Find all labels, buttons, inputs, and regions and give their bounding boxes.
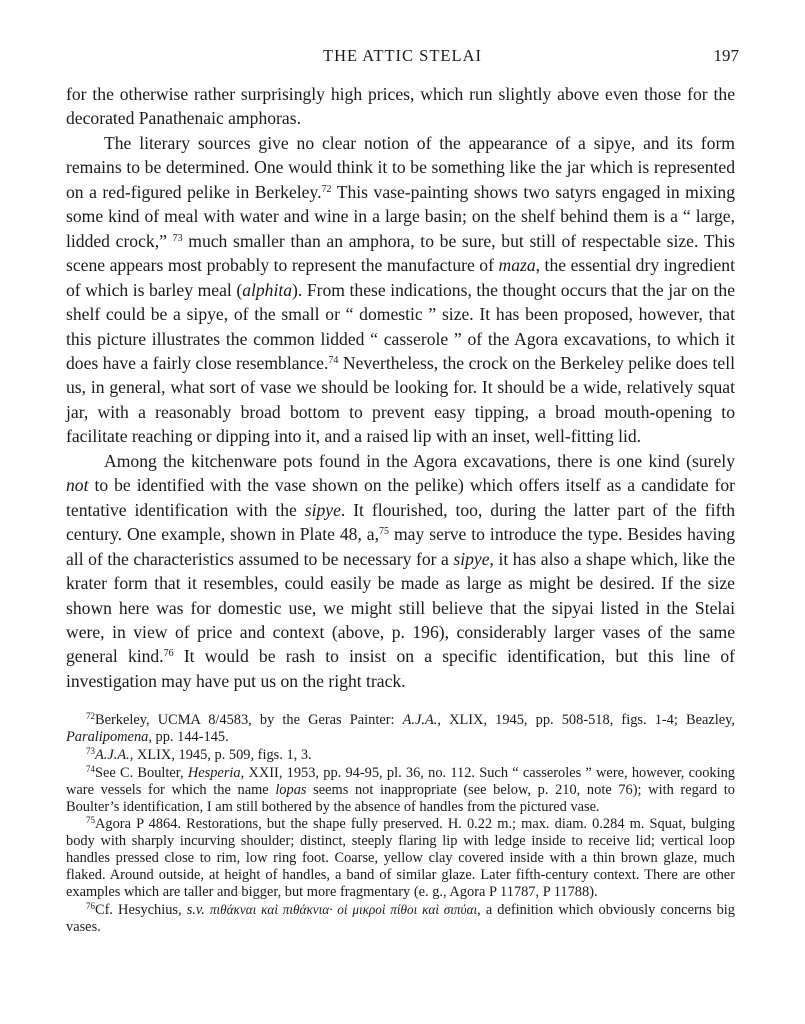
footnote-number: 75 bbox=[86, 815, 95, 826]
italic-term: sipye bbox=[304, 499, 341, 520]
footnote-ref-74: 74 bbox=[328, 354, 339, 366]
text-run: ). From these indications, the thought occurs that the jar on the shelf could be a sipye, of the small or “ domestic ” size. It has been proposed, however, that this picture illustrates the common lidded “ casserole ” of the Agora excavations, to which it does have a fairly close resemblance. bbox=[66, 279, 735, 373]
footnote-ref-72: 72 bbox=[321, 183, 332, 195]
footnote-76 bbox=[66, 902, 735, 936]
text-run: The literary sources give no clear notion of the appearance of a sipye, and its form remains to be determined. One would think it to be something like the jar which is represented on a red-figured pelike in Berkeley. bbox=[66, 132, 735, 202]
italic-term: s.v. bbox=[186, 901, 205, 918]
text-run: may serve to introduce the type. Besides having all of the characteristics assumed to be necessary for a bbox=[66, 524, 735, 569]
greek-quotation: πιθάκναι καὶ πιθάκνια· οἱ μικροὶ πίθοι καὶ σιπύαι bbox=[209, 901, 478, 917]
text-run: to be identified with the vase shown on the pelike) which offers itself as a candidate for tentative identification with the bbox=[66, 475, 735, 520]
text-run: It would be rash to insist on a specific identification, but this line of investigation may have put us on the right track. bbox=[66, 646, 735, 691]
text-run: , it has also a shape which, like the krater form that it resembles, could easily be made as large as might be desired. If the size shown here was for domestic use, we might still believe that the sipyai listed in the Stelai were, in view of price and context (above, p. 196), considerably larger vases of the same general kind. bbox=[66, 548, 736, 667]
italic-term: Hesperia bbox=[187, 764, 241, 781]
footnote-ref-75: 75 bbox=[379, 526, 390, 538]
italic-term: not bbox=[66, 475, 89, 496]
footnote-ref-73: 73 bbox=[172, 232, 183, 244]
footnotes bbox=[66, 712, 735, 937]
footnote-number: 73 bbox=[86, 745, 95, 756]
text-run: See C. Boulter, bbox=[95, 764, 188, 781]
italic-term: maza bbox=[498, 255, 536, 276]
text-run: Cf. Hesychius, bbox=[95, 901, 187, 918]
footnote-72 bbox=[66, 712, 735, 746]
running-title: THE ATTIC STELAI bbox=[323, 46, 482, 65]
italic-term: A.J.A. bbox=[95, 746, 130, 763]
paragraph-1 bbox=[66, 82, 735, 131]
footnote-number: 76 bbox=[86, 900, 95, 911]
text-run: Berkeley, UCMA 8/4583, by the Geras Painter: bbox=[95, 712, 403, 728]
text-run: , pp. 144-145. bbox=[148, 728, 229, 745]
paragraph-2 bbox=[66, 131, 735, 449]
footnote-75 bbox=[66, 816, 735, 901]
text-run: , a definition which obviously concerns big vases. bbox=[66, 901, 735, 935]
italic-term: Paralipomena bbox=[66, 728, 149, 745]
text-run: . It flourished, too, during the latter part of the fifth century. One example, shown in Plate 48, a, bbox=[66, 499, 736, 545]
paragraph-3 bbox=[66, 449, 735, 694]
footnote-number: 74 bbox=[86, 763, 95, 774]
text-run: much smaller than an amphora, to be sure, but still of respectable size. This scene appears most probably to represent the manufacture of bbox=[66, 230, 735, 276]
text-run: seems not inappropriate (see below, p. 210, note 76); with regard to Boulter’s identification, I am still bothered by the absence of handles from the pictured vase. bbox=[66, 781, 735, 815]
italic-term: lopas bbox=[275, 781, 307, 798]
text-run: Nevertheless, the crock on the Berkeley pelike does tell us, in general, what sort of vase we should be looking for. It should be a wide, relatively squat jar, with a reasonably broad bottom to prevent easy tipping, a broad mouth-opening to facilitate reaching or dipping into it, and a raised lip with an inset, well-fitting lid. bbox=[66, 352, 736, 447]
italic-term: alphita bbox=[242, 279, 293, 300]
footnote-number: 72 bbox=[86, 711, 95, 721]
text-run: Agora P 4864. Restorations, but the shape fully preserved. H. 0.22 m.; max. diam. 0.284 m. Squat, bulging body with sharply incurving shoulder; distinct, steeply flaring lip with ledge inside to receive lid; vertical loop handles pressed close to rim, low ring foot. Coarse, yellow clay covered inside with a thin brown glaze, much flaked. Around outside, at height of handles, a band of similar glaze. Later fifth-century context. There are other examples which are taller and bigger, but more fragmentary (e. g., Agora P 11787, P 11788). bbox=[66, 816, 735, 901]
running-head bbox=[66, 46, 739, 70]
page-number: 197 bbox=[713, 46, 739, 65]
text-run: , XXII, 1953, pp. 94-95, pl. 36, no. 112. Such “ casseroles ” were, however, cooking ware vessels for which the name bbox=[66, 764, 735, 798]
main-text bbox=[66, 82, 735, 693]
footnote-ref-76: 76 bbox=[163, 648, 174, 660]
italic-term: A.J.A. bbox=[402, 712, 438, 728]
text-run: , XLIX, 1945, p. 509, figs. 1, 3. bbox=[129, 746, 312, 763]
footnote-74 bbox=[66, 765, 735, 816]
text-run: , the essential dry ingredient of which is barley meal ( bbox=[66, 255, 735, 300]
italic-term: sipye bbox=[453, 548, 490, 569]
footnote-73 bbox=[66, 747, 735, 764]
text-run: for the otherwise rather surprisingly high prices, which run slightly above even those for the decorated Panathenaic amphoras. bbox=[66, 84, 735, 129]
text-run: Among the kitchenware pots found in the Agora excavations, there is one kind (surely bbox=[104, 450, 735, 471]
text-run: This vase-painting shows two satyrs engaged in mixing some kind of meal with water and wine in a large basin; on the shelf behind them is a “ large, lidded crock,” bbox=[66, 181, 735, 251]
text-run: , XLIX, 1945, pp. 508-518, figs. 1-4; Beazley, bbox=[437, 712, 735, 728]
